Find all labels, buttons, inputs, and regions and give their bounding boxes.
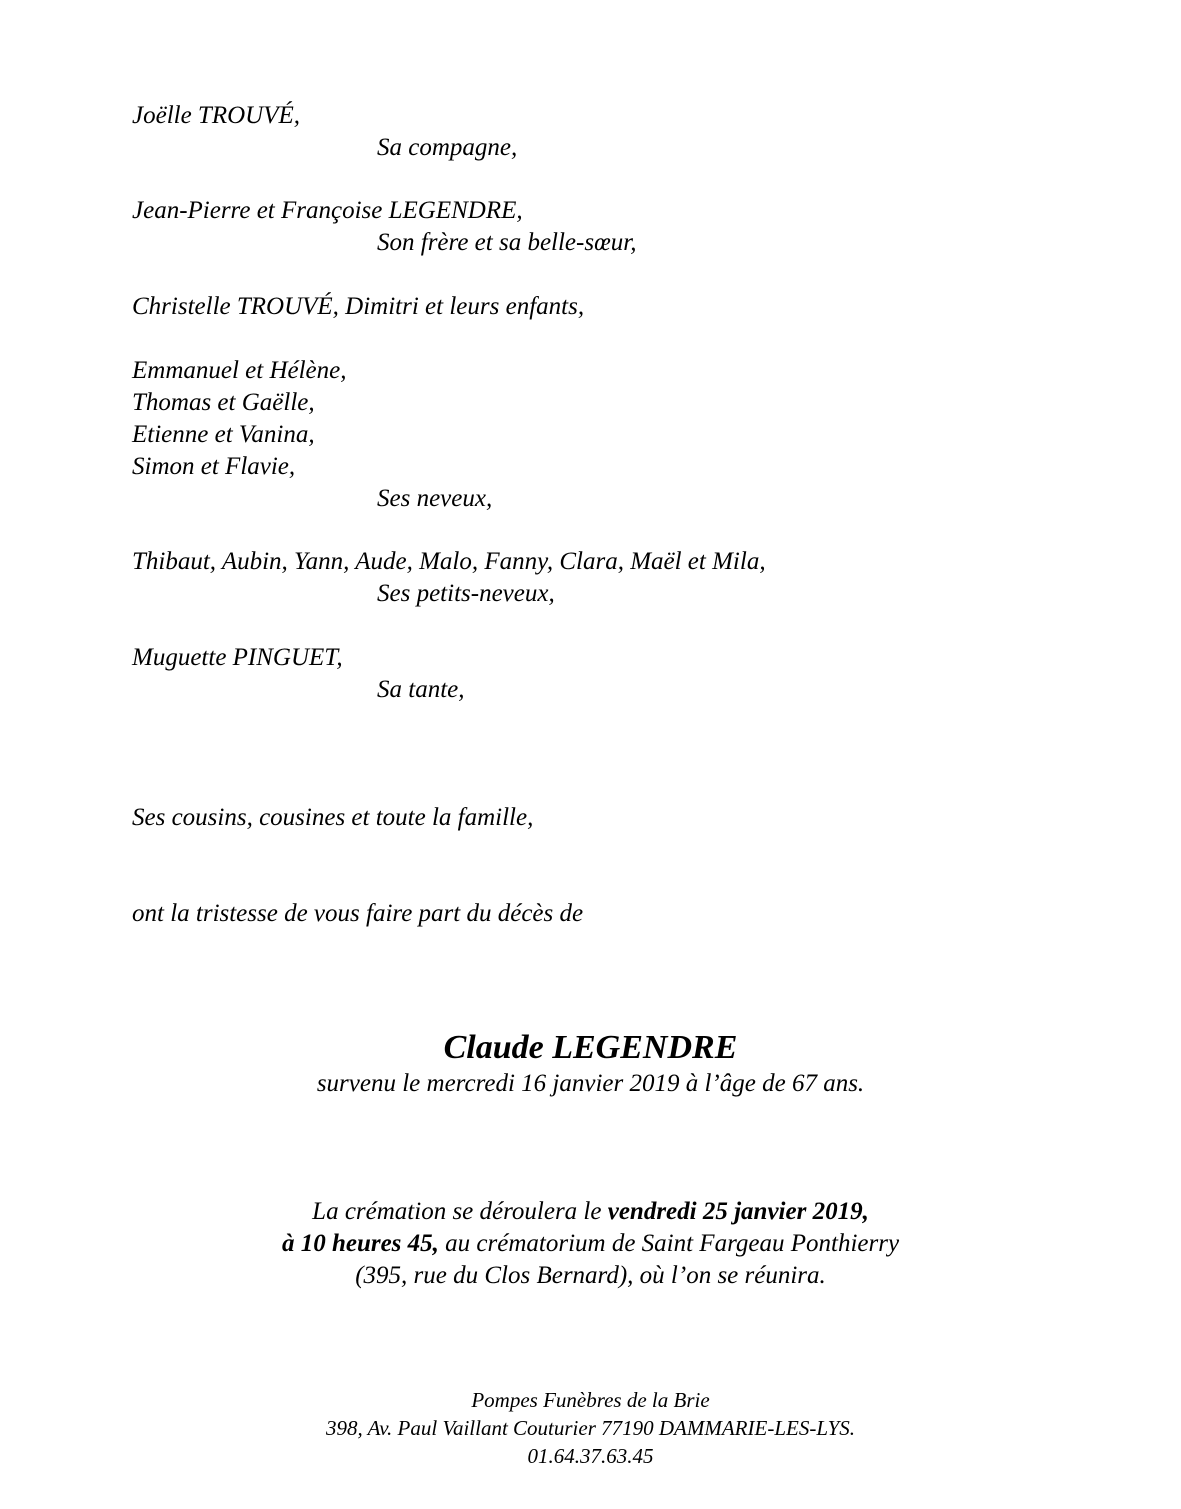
family-name-companion: Joëlle TROUVÉ, — [132, 102, 301, 129]
cremation-line-2 — [0, 1228, 1181, 1260]
family-relation-nephews: Ses neveux, — [377, 485, 493, 512]
family-name-christelle: Christelle TROUVÉ, Dimitri et leurs enfants, — [132, 293, 585, 320]
deceased-details: survenu le mercredi 16 janvier 2019 à l’âge de 67 ans. — [316, 1070, 865, 1097]
deceased-name: Claude LEGENDRE — [443, 1029, 738, 1066]
cremation-line-3: (395, rue du Clos Bernard), où l’on se réunira. — [355, 1262, 826, 1289]
family-name-nephew-2: Thomas et Gaëlle, — [132, 389, 315, 416]
cremation-date: vendredi 25 janvier 2019, — [607, 1198, 869, 1225]
cousins-line: Ses cousins, cousines et toute la famille, — [132, 804, 534, 831]
family-name-brother: Jean-Pierre et Françoise LEGENDRE, — [132, 197, 523, 224]
cremation-line-1 — [0, 1196, 1181, 1228]
announcement-line: ont la tristesse de vous faire part du décès de — [132, 900, 584, 927]
family-relation-companion: Sa compagne, — [377, 134, 518, 161]
family-relation-grandnephews: Ses petits-neveux, — [377, 580, 555, 607]
funeral-home-phone: 01.64.37.63.45 — [527, 1444, 654, 1468]
family-name-nephew-1: Emmanuel et Hélène, — [132, 357, 347, 384]
family-name-nephew-4: Simon et Flavie, — [132, 453, 296, 480]
family-name-nephew-3: Etienne et Vanina, — [132, 421, 315, 448]
family-name-grandnephews: Thibaut, Aubin, Yann, Aude, Malo, Fanny, Clara, Maël et Mila, — [132, 548, 766, 575]
family-name-aunt: Muguette PINGUET, — [132, 644, 343, 671]
funeral-home-address: 398, Av. Paul Vaillant Couturier 77190 DAMMARIE-LES-LYS. — [325, 1416, 856, 1440]
funeral-home-name: Pompes Funèbres de la Brie — [471, 1388, 710, 1412]
family-relation-aunt: Sa tante, — [377, 676, 465, 703]
family-relation-brother: Son frère et sa belle-sœur, — [377, 229, 637, 256]
cremation-place: au crématorium de Saint Fargeau Ponthierry — [438, 1230, 900, 1257]
cremation-line-1-text: La crémation se déroulera le — [312, 1198, 608, 1225]
cremation-time: à 10 heures 45, — [281, 1230, 439, 1257]
